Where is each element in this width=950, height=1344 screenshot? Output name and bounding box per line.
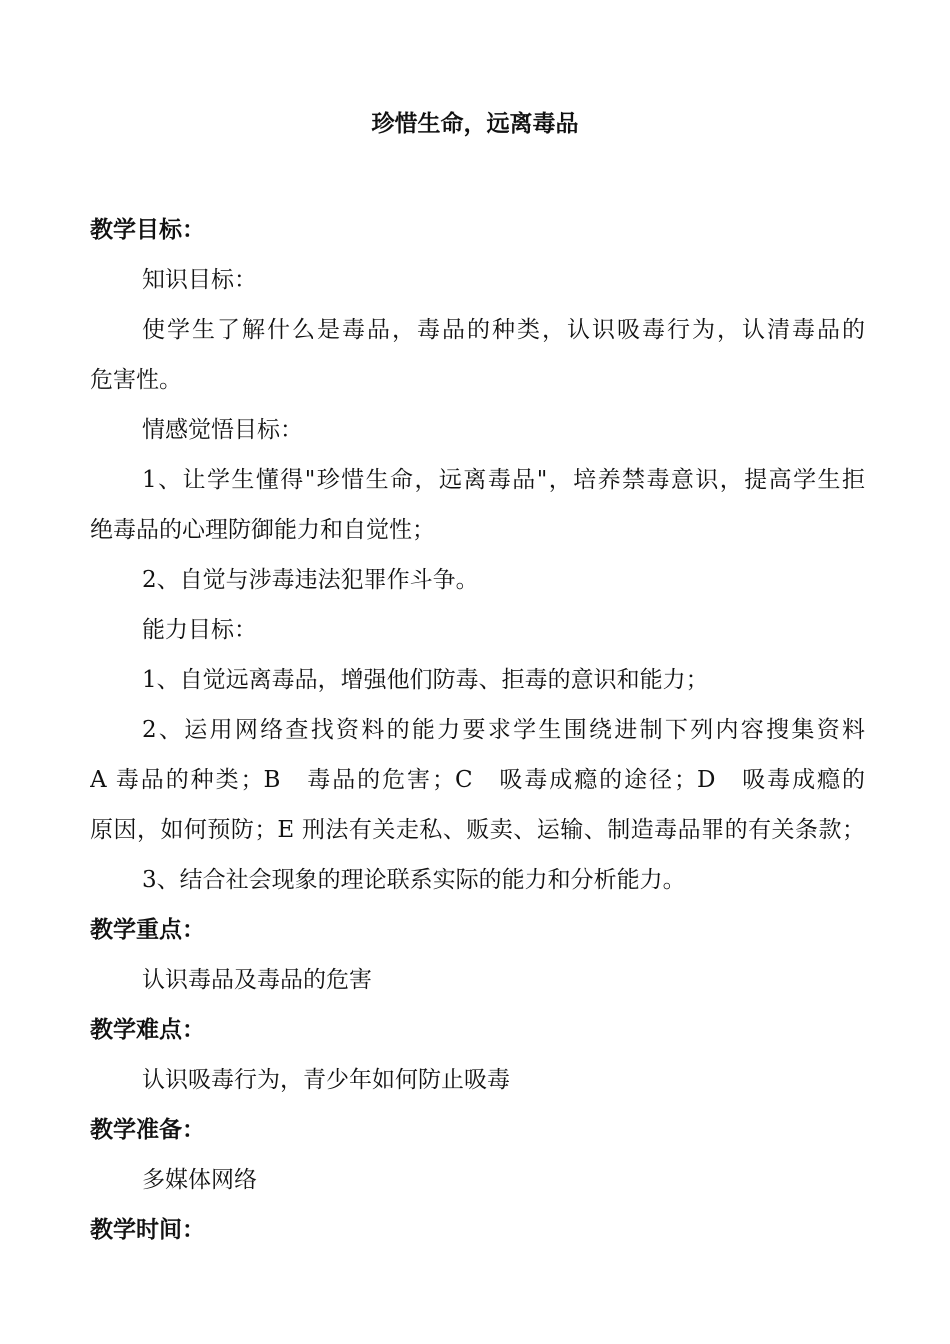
knowledge-heading: 知识目标： <box>142 267 257 293</box>
knowledge-text-line-2: 危害性。 <box>90 367 182 393</box>
preparation-heading: 教学准备： <box>90 1117 205 1143</box>
emotion-item-1-line-2: 绝毒品的心理防御能力和自觉性； <box>90 517 435 543</box>
time-heading: 教学时间： <box>90 1217 205 1243</box>
emotion-item-2: 2、自觉与涉毒违法犯罪作斗争。 <box>142 567 479 593</box>
knowledge-text-line-1: 使学生了解什么是毒品，毒品的种类，认识吸毒行为，认清毒品的 <box>142 317 865 343</box>
document-title: 珍惜生命，远离毒品 <box>371 111 579 137</box>
emotion-heading: 情感觉悟目标： <box>142 417 303 443</box>
key-points-heading: 教学重点： <box>90 917 205 943</box>
ability-item-1: 1、自觉远离毒品，增强他们防毒、拒毒的意识和能力； <box>142 667 709 693</box>
document-body <box>90 205 865 1255</box>
ability-item-2-line-1: 2、运用网络查找资料的能力要求学生围绕进制下列内容搜集资料 <box>142 717 865 743</box>
key-points-text: 认识毒品及毒品的危害 <box>142 967 372 993</box>
ability-item-2-line-3: 原因，如何预防；E 刑法有关走私、贩卖、运输、制造毒品罪的有关条款； <box>90 817 865 843</box>
difficulties-heading: 教学难点： <box>90 1017 205 1043</box>
ability-item-2-line-2: A 毒品的种类；B 毒品的危害；C 吸毒成瘾的途径；D 吸毒成瘾的 <box>90 767 865 793</box>
objectives-heading: 教学目标： <box>90 217 205 243</box>
emotion-item-1-line-1: 1、让学生懂得"珍惜生命，远离毒品"，培养禁毒意识，提高学生拒 <box>142 467 865 493</box>
difficulties-text: 认识吸毒行为，青少年如何防止吸毒 <box>142 1067 510 1093</box>
preparation-text: 多媒体网络 <box>142 1167 257 1193</box>
ability-heading: 能力目标： <box>142 617 257 643</box>
ability-item-3: 3、结合社会现象的理论联系实际的能力和分析能力。 <box>142 867 686 893</box>
